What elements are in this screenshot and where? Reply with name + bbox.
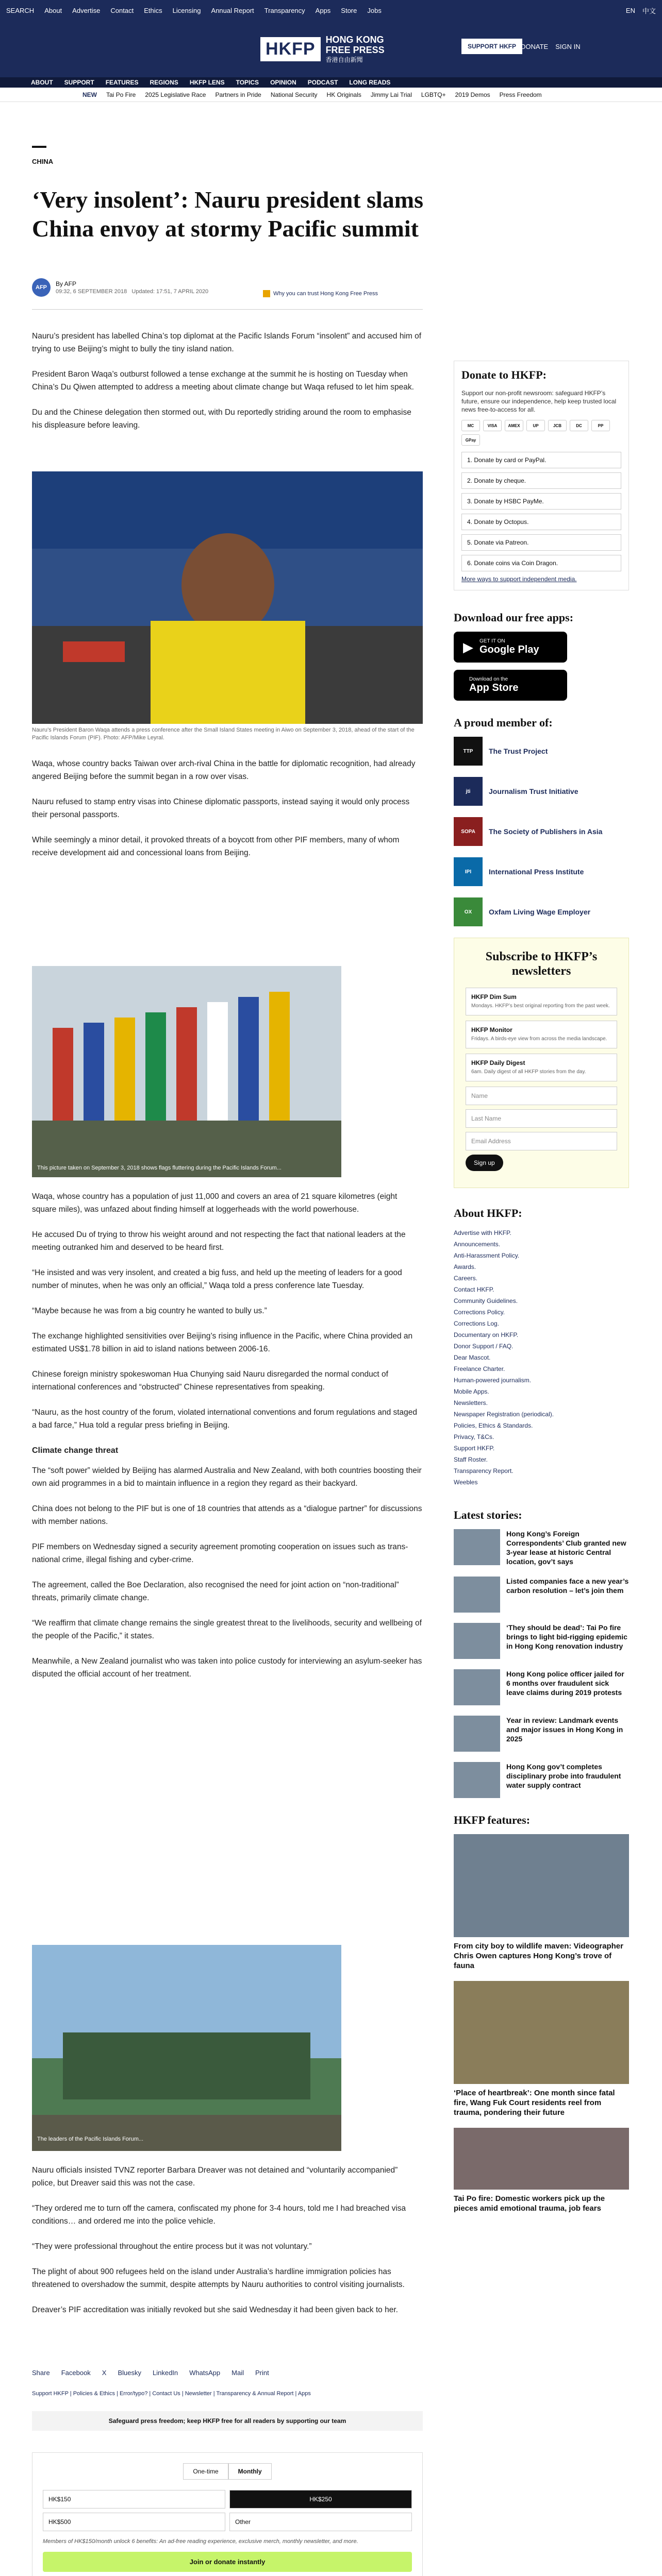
feature-thumb	[454, 1834, 629, 1937]
email-field[interactable]: Email Address	[466, 1132, 617, 1150]
story-thumb	[454, 1529, 500, 1565]
about-link[interactable]: Documentary on HKFP.	[454, 1331, 519, 1338]
donate-option[interactable]: 5. Donate via Patreon.	[461, 534, 621, 551]
paragraph: The plight of about 900 refugees held on the island under Australia’s hardline immigration policies has threatened to overshadow the summit, despite attempts by Nauru authorities to control visiting journalists.	[32, 2267, 405, 2289]
photo-caption-2: This picture taken on September 3, 2018 shows flags fluttering during the Pacific Islands Forum...	[37, 1165, 282, 1171]
lang-zh[interactable]: 中文	[642, 7, 656, 15]
paragraph: Du and the Chinese delegation then stormed out, with Du reportedly striding around the room to emphasise his displeasure before leaving.	[32, 408, 411, 430]
paragraph: Waqa, whose country backs Taiwan over arch-rival China in the battle for diplomatic recognition, had already angered Beijing before the summit began in a row over visas.	[32, 759, 416, 781]
card-logo: VISA	[483, 420, 502, 431]
jti-icon: jti	[454, 777, 483, 806]
last-name-field[interactable]: Last Name	[466, 1109, 617, 1128]
story-thumb	[454, 1762, 500, 1798]
paragraph: While seemingly a minor detail, it provoked threats of a boycott from other PIF members, many of whom receive development aid and concessional loans from Beijing.	[32, 836, 400, 857]
about-link[interactable]: Corrections Policy.	[454, 1309, 505, 1316]
member-org[interactable]	[454, 857, 629, 886]
card-logo: PP	[591, 420, 610, 431]
newsletter-option[interactable]	[466, 1021, 617, 1048]
story-title: Hong Kong gov’t completes disciplinary probe into fraudulent water supply contract	[506, 1762, 621, 1789]
donate-option[interactable]: 2. Donate by cheque.	[461, 472, 621, 489]
about-link[interactable]: Newsletters.	[454, 1399, 488, 1406]
logo-text-1: HONG KONG	[325, 34, 384, 45]
licensing-link[interactable]: Licensing	[172, 6, 201, 14]
about-link[interactable]: Privacy, T&Cs.	[454, 1433, 494, 1440]
about-link[interactable]: Human-powered journalism.	[454, 1377, 532, 1384]
about-link[interactable]: Weebles	[454, 1479, 478, 1486]
freq-monthly[interactable]: Monthly	[228, 2463, 272, 2480]
donate-option[interactable]: 1. Donate by card or PayPal.	[461, 452, 621, 468]
share-facebook[interactable]: Facebook	[61, 2369, 91, 2377]
more-ways-link[interactable]: More ways to support independent media.	[461, 575, 577, 583]
about-link[interactable]: Advertise with HKFP.	[454, 1229, 511, 1236]
join-donate-button[interactable]: Join or donate instantly	[43, 2552, 412, 2572]
photo-caption-3: The leaders of the Pacific Islands Forum...	[37, 2136, 144, 2142]
feature-title: Tai Po fire: Domestic workers pick up the pieces amid emotional trauma, job fears	[454, 2194, 605, 2213]
member-org[interactable]	[454, 737, 629, 766]
trending-item[interactable]: National Security	[270, 91, 318, 98]
nav-topics[interactable]: TOPICS	[236, 79, 259, 86]
nav-support[interactable]: SUPPORT	[64, 79, 94, 86]
paragraph: Nauru’s president has labelled China’s top diplomat at the Pacific Islands Forum “insolent” and accused him of trying to use Beijing’s might to bully the tiny island nation.	[32, 332, 422, 353]
article-body-4	[32, 2164, 423, 2329]
article-body-2	[32, 757, 423, 872]
features-heading: HKFP features:	[454, 1814, 531, 1826]
contact-link[interactable]: Contact	[110, 6, 134, 14]
donation-widget	[32, 2452, 423, 2576]
oxfam-icon: OX	[454, 897, 483, 926]
name-field[interactable]: Name	[466, 1087, 617, 1105]
trending-item[interactable]: LGBTQ+	[421, 91, 446, 98]
article-category[interactable]: CHINA	[32, 158, 54, 165]
amount-option[interactable]: HK$500	[43, 2513, 225, 2531]
freq-one-time[interactable]: One-time	[183, 2463, 228, 2480]
story-item[interactable]	[454, 1762, 629, 1798]
paragraph: “Nauru, as the host country of the forum, violated international conventions and forum regulations and staged a bad farce,” Hua told a regular press briefing in Beijing.	[32, 1408, 418, 1430]
lang-en[interactable]: EN	[625, 6, 635, 14]
story-item[interactable]	[454, 1716, 629, 1752]
photo-caption-1: Nauru’s President Baron Waqa attends a press conference after the Small Island States meeting in Aiwo on September 3, 2018, ahead of the start of the Pacific Islands Forum (PIF). Photo: AFP/Mike Leyral.	[32, 727, 415, 741]
newsletter-title: HKFP Daily Digest	[471, 1059, 525, 1066]
nav-lens[interactable]: HKFP LENS	[189, 79, 225, 86]
section-heading: Climate change threat	[32, 1446, 119, 1455]
about-link[interactable]: Transparency Report.	[454, 1467, 514, 1475]
masthead-actions	[521, 39, 581, 54]
donate-option[interactable]: 3. Donate by HSBC PayMe.	[461, 493, 621, 510]
story-item[interactable]	[454, 1669, 629, 1705]
apps-link[interactable]: Apps	[315, 6, 331, 14]
card-logo: AMEX	[505, 420, 523, 431]
trending-item[interactable]: HK Originals	[326, 91, 361, 98]
donate-lead: Support our non-profit newsroom: safeguard HKFP’s future, ensure our independence, help keep trusted local news free-to-access for all.	[461, 389, 617, 413]
amount-option[interactable]: HK$150	[43, 2490, 225, 2509]
trending-item[interactable]: Jimmy Lai Trial	[370, 91, 412, 98]
about-link[interactable]: Freelance Charter.	[454, 1365, 505, 1372]
newsletter-desc: 6am. Daily digest of all HKFP stories from the day.	[471, 1069, 586, 1075]
about-link[interactable]: Anti-Harassment Policy.	[454, 1252, 520, 1259]
feature-thumb	[454, 2128, 629, 2190]
newsletter-desc: Fridays. A birds-eye view from across the media landscape.	[471, 1036, 607, 1042]
about-link[interactable]: Corrections Log.	[454, 1320, 500, 1327]
story-item[interactable]	[454, 1623, 629, 1659]
about-link[interactable]: About	[44, 6, 62, 14]
paragraph: Nauru officials insisted TVNZ reporter Barbara Dreaver was not detained and “voluntarily accompanied” police, but Dreaver said this was not the case.	[32, 2166, 398, 2188]
trending-item[interactable]: Press Freedom	[499, 91, 542, 98]
member-note: Members of HK$150/month unlock 6 benefits: An ad-free reading experience, exclusive merch, monthly newsletter, and more.	[43, 2538, 358, 2545]
nav-about[interactable]: ABOUT	[31, 79, 53, 86]
trending-new-label: NEW	[82, 91, 97, 98]
newsletter-title: HKFP Dim Sum	[471, 993, 517, 1001]
paragraph: “They ordered me to turn off the camera, confiscated my phone for 3-4 hours, told me I had breached visa conditions… and ordered me into the police vehicle.	[32, 2204, 406, 2226]
apps-heading: Download our free apps:	[454, 611, 574, 624]
search-link[interactable]: SEARCH	[6, 6, 35, 14]
member-section	[454, 716, 629, 926]
share-print[interactable]: Print	[255, 2369, 269, 2377]
site-logo[interactable]	[260, 31, 402, 67]
advertise-link[interactable]: Advertise	[72, 6, 101, 14]
nav-regions[interactable]: REGIONS	[150, 79, 178, 86]
sidebar	[454, 361, 629, 2224]
story-item[interactable]	[454, 1577, 629, 1613]
member-name: Oxfam Living Wage Employer	[489, 908, 591, 916]
latest-stories	[454, 1509, 629, 1798]
play-icon: ▶	[463, 639, 473, 655]
donate-box	[454, 361, 629, 590]
story-title: Year in review: Landmark events and major issues in Hong Kong in 2025	[506, 1716, 623, 1743]
paragraph: Nauru refused to stamp entry visas into Chinese diplomatic passports, instead saying it would only process their personal passports.	[32, 798, 410, 819]
badge-small: Download on the	[469, 676, 508, 682]
about-section	[454, 1207, 629, 1488]
jobs-link[interactable]: Jobs	[367, 6, 382, 14]
share-bluesky[interactable]: Bluesky	[118, 2369, 141, 2377]
member-name: The Society of Publishers in Asia	[489, 827, 603, 836]
features-section	[454, 1814, 629, 2213]
about-link[interactable]: Awards.	[454, 1263, 476, 1270]
about-heading: About HKFP:	[454, 1207, 522, 1219]
trust-icon	[263, 290, 270, 297]
member-name: The Trust Project	[489, 747, 548, 755]
donate-heading: Donate to HKFP:	[461, 368, 547, 381]
nav-features[interactable]: FEATURES	[105, 79, 139, 86]
support-links[interactable]: Support HKFP | Policies & Ethics | Error/typo? | Contact Us | Newsletter | Transparency & Annual Report | Apps	[32, 2391, 311, 2397]
trending-item[interactable]: Tai Po Fire	[106, 91, 136, 98]
newsletter-desc: Mondays. HKFP’s best original reporting from the past week.	[471, 1003, 610, 1009]
paragraph: “We reaffirm that climate change remains the single greatest threat to the livelihoods, security and wellbeing of the people of the Pacific,” it states.	[32, 1619, 422, 1640]
share-bar	[32, 2369, 423, 2377]
waqa-photo	[32, 471, 423, 724]
member-heading: A proud member of:	[454, 716, 553, 729]
support-banner[interactable]: Safeguard press freedom; keep HKFP free for all readers by supporting our team	[32, 2411, 423, 2431]
article-title: ‘Very insolent’: Nauru president slams China envoy at stormy Pacific summit	[32, 187, 424, 242]
trending-item[interactable]: Partners in Pride	[215, 91, 261, 98]
logo-zh: 香港自由新聞	[325, 56, 363, 63]
trust-link-text: Why you can trust Hong Kong Free Press	[273, 291, 378, 297]
story-thumb	[454, 1669, 500, 1705]
share-whatsapp[interactable]: WhatsApp	[189, 2369, 221, 2377]
about-link[interactable]: Mobile Apps.	[454, 1388, 489, 1395]
card-logo: JCB	[548, 420, 567, 431]
sidebar-app-store[interactable]	[454, 670, 567, 701]
apps-section	[454, 611, 629, 701]
paragraph: He accused Du of trying to throw his weight around and not respecting the fact that national leaders at the meeting outranked him and deserved to be heard first.	[32, 1230, 406, 1252]
about-link[interactable]: Support HKFP.	[454, 1445, 495, 1452]
transparency-link[interactable]: Transparency	[264, 6, 305, 14]
about-link[interactable]: Dear Mascot.	[454, 1354, 491, 1361]
member-org[interactable]	[454, 817, 629, 846]
logo-text-2: FREE PRESS	[325, 44, 385, 55]
latest-heading: Latest stories:	[454, 1509, 522, 1521]
card-logo: GPay	[461, 434, 480, 446]
badge-big: App Store	[469, 682, 519, 693]
newsletter-box	[454, 938, 629, 1188]
paragraph: China does not belong to the PIF but is one of 18 countries that attends as a “dialogue partner” for discussions with member nations.	[32, 1504, 422, 1526]
nav-opinion[interactable]: OPINION	[270, 79, 296, 86]
paragraph: Meanwhile, a New Zealand journalist who was taken into police custody for interviewing an asylum-seeker has disputed the official account of her treatment.	[32, 1657, 422, 1679]
store-link[interactable]: Store	[341, 6, 357, 14]
annual-report-link[interactable]: Annual Report	[211, 6, 254, 14]
top-utility-bar	[0, 0, 662, 21]
amount-option-selected[interactable]: HK$250	[229, 2490, 412, 2509]
badge-small: GET IT ON	[479, 638, 505, 644]
story-title: Hong Kong’s Foreign Correspondents’ Club granted new 3-year lease at historic Central location, gov’t says	[506, 1530, 626, 1566]
sign-in-link[interactable]: SIGN IN	[555, 42, 581, 50]
amount-other[interactable]: Other	[229, 2513, 412, 2531]
feature-title: ‘Place of heartbreak’: One month since fatal fire, Wang Fuk Court residents reel from trauma, pondering their future	[454, 2089, 615, 2117]
story-thumb	[454, 1716, 500, 1752]
article-body-3	[32, 1190, 423, 1693]
sopa-icon: SOPA	[454, 817, 483, 846]
donate-option[interactable]: 4. Donate by Octopus.	[461, 514, 621, 530]
card-logo: MC	[461, 420, 480, 431]
paragraph: Chinese foreign ministry spokeswoman Hua Chunying said Nauru disregarded the normal conduct of international conferences and “obstructed” Chinese representatives from speaking.	[32, 1370, 388, 1392]
paragraph: The agreement, called the Boe Declaration, also recognised the need for joint action on “non-traditional” threats, primarily climate change.	[32, 1581, 399, 1602]
trending-item[interactable]: 2025 Legislative Race	[145, 91, 206, 98]
about-link[interactable]: Contact HKFP.	[454, 1286, 494, 1293]
paragraph: “Maybe because he was from a big country he wanted to bully us.”	[32, 1307, 267, 1315]
paragraph: The “soft power” wielded by Beijing has alarmed Australia and New Zealand, with both countries boosting their own aid programmes in a bid to maintain influence in a region they regard as their backyard.	[32, 1466, 422, 1488]
article-body-intro	[32, 330, 423, 444]
leaders-photo	[32, 1945, 341, 2151]
nav-long-reads[interactable]: LONG READS	[349, 79, 391, 86]
about-link[interactable]: Donor Support / FAQ.	[454, 1343, 514, 1350]
paragraph: PIF members on Wednesday signed a security agreement promoting cooperation on issues such as trans-national crime, illegal fishing and cyber-crime.	[32, 1543, 408, 1564]
donate-card-logos	[461, 420, 621, 446]
share-label: Share	[32, 2369, 50, 2377]
newsletter-heading: Subscribe to HKFP’s newsletters	[485, 950, 598, 978]
trust-link[interactable]	[263, 290, 378, 297]
badge-big: Google Play	[479, 644, 539, 655]
feature-title: From city boy to wildlife maven: Videographer Chris Owen captures Hong Kong’s trove of fauna	[454, 1942, 623, 1970]
photo-illustration	[32, 471, 423, 724]
member-org[interactable]	[454, 777, 629, 806]
trust-project-icon: TTP	[454, 737, 483, 766]
card-logo: DC	[570, 420, 588, 431]
ethics-link[interactable]: Ethics	[144, 6, 162, 14]
category-rule	[32, 146, 46, 148]
feature-item[interactable]	[454, 2128, 629, 2213]
member-name: Journalism Trust Initiative	[489, 787, 578, 795]
story-item[interactable]	[454, 1529, 629, 1566]
story-title: ‘They should be dead’: Tai Po fire brings to light bid-rigging epidemic in Hong Kong renovation industry	[506, 1623, 627, 1650]
divider	[32, 309, 423, 310]
about-link[interactable]: Policies, Ethics & Standards.	[454, 1422, 533, 1429]
paragraph: The exchange highlighted sensitivities over Beijing’s rising influence in the Pacific, where China provided an estimated US$1.78 billion in aid to island nations between 2006-16.	[32, 1332, 413, 1353]
trending-item[interactable]: 2019 Demos	[455, 91, 490, 98]
member-org[interactable]	[454, 897, 629, 926]
author-name[interactable]: By AFP	[56, 280, 77, 287]
about-link[interactable]: Newspaper Registration (periodical).	[454, 1411, 554, 1418]
about-link[interactable]: Community Guidelines.	[454, 1297, 518, 1304]
sign-up-button[interactable]: Sign up	[466, 1155, 503, 1171]
about-link[interactable]: Careers.	[454, 1275, 478, 1282]
logo-mark: HKFP	[260, 37, 321, 61]
support-hkfp-button[interactable]: SUPPORT HKFP	[461, 39, 522, 54]
ipi-icon: IPI	[454, 857, 483, 886]
donate-link[interactable]: DONATE	[521, 42, 549, 50]
story-title: Listed companies face a new year’s carbon resolution – let’s join them	[506, 1577, 629, 1595]
member-name: International Press Institute	[489, 868, 584, 876]
story-title: Hong Kong police officer jailed for 6 months over fraudulent sick leave claims during 2019 protests	[506, 1670, 624, 1697]
donate-option[interactable]: 6. Donate coins via Coin Dragon.	[461, 555, 621, 571]
feature-thumb	[454, 1981, 629, 2084]
feature-item[interactable]	[454, 1981, 629, 2117]
paragraph: Dreaver’s PIF accreditation was initially revoked but she said Wednesday it had been given back to her.	[32, 2306, 398, 2314]
paragraph: “They were professional throughout the entire process but it was not voluntary.”	[32, 2242, 312, 2251]
paragraph: Waqa, whose country has a population of just 11,000 and covers an area of 21 square kilometres (eight square miles), was unfazed about finding himself at loggerheads with the world powerhouse.	[32, 1192, 398, 1214]
leaders-illustration	[32, 1945, 341, 2151]
card-logo: UP	[526, 420, 545, 431]
trending-bar	[0, 88, 662, 102]
paragraph: President Baron Waqa’s outburst followed a tense exchange at the summit he is hosting on Tuesday when China’s Du Qiwen attempted to address a meeting about climate change but Waqa refused to let him speak.	[32, 370, 414, 392]
flags-illustration	[32, 966, 341, 1177]
main-nav	[0, 77, 662, 88]
newsletter-option[interactable]	[466, 1054, 617, 1081]
sidebar-google-play[interactable]	[454, 632, 567, 663]
share-mail[interactable]: Mail	[231, 2369, 244, 2377]
updated-date: Updated: 17:51, 7 APRIL 2020	[131, 289, 209, 295]
byline	[32, 278, 208, 297]
share-linkedin[interactable]: LinkedIn	[153, 2369, 178, 2377]
publish-date: 09:32, 6 SEPTEMBER 2018	[56, 289, 127, 295]
paragraph: “He insisted and was very insolent, and created a big fuss, and held up the meeting of leaders for a good number of minutes, when he was only an official,” Waqa told a press conference late Tuesday.	[32, 1268, 402, 1290]
story-thumb	[454, 1577, 500, 1613]
newsletter-option[interactable]	[466, 988, 617, 1015]
about-link[interactable]: Staff Roster.	[454, 1456, 488, 1463]
newsletter-title: HKFP Monitor	[471, 1026, 512, 1033]
story-thumb	[454, 1623, 500, 1659]
flags-photo	[32, 966, 341, 1177]
author-avatar: AFP	[32, 278, 51, 297]
feature-item[interactable]	[454, 1834, 629, 1971]
share-x[interactable]: X	[102, 2369, 107, 2377]
about-link[interactable]: Announcements.	[454, 1241, 501, 1248]
nav-podcast[interactable]: PODCAST	[307, 79, 338, 86]
